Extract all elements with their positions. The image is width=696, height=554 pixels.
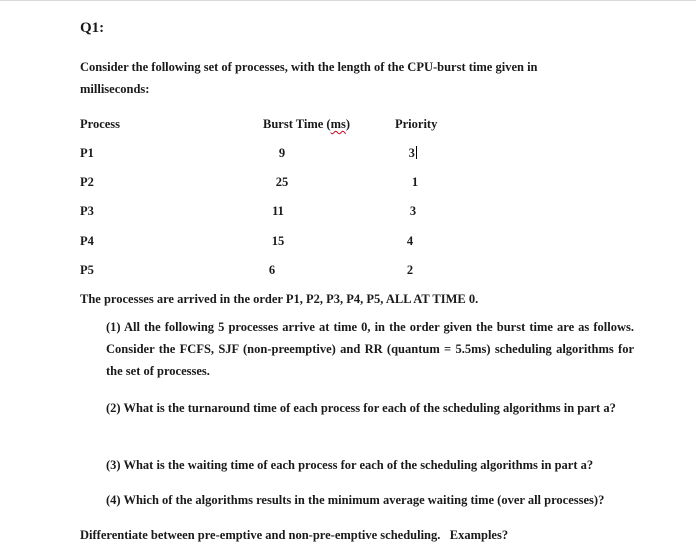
header-burst-suffix: ) [345,117,351,131]
row-1-burst: 9 [278,146,286,160]
part-2-paragraph: (2) What is the turnaround time of each process for each of the scheduling algorithms in part a? [106,401,616,415]
row-4-burst: 15 [271,234,285,248]
header-burst-prefix: Burst Time ( [263,117,331,131]
row-3-priority: 3 [409,204,417,218]
row-1-process: P1 [80,146,94,160]
question-title: Q1: [80,20,105,36]
intro-line-2: milliseconds: [80,82,150,96]
row-4-process: P4 [80,234,94,248]
header-process: Process [80,117,121,131]
part-1-paragraph: (1) All the following 5 processes arrive at time 0, in the order given the burst time are as follows. Consider the FCFS, SJF (non-preemptive) and RR (quantum = 5.5ms) scheduling algorithms for the set of processes. [106,320,634,378]
header-burst-time [263,117,350,132]
part-3-paragraph: (3) What is the waiting time of each process for each of the scheduling algorithms in part a? [106,458,594,472]
text-cursor [416,146,418,159]
closing-question: Differentiate between pre-emptive and non-pre-emptive scheduling. Examples? [80,528,509,542]
arrival-note: The processes are arrived in the order P1, P2, P3, P4, P5, ALL AT TIME 0. [80,292,479,306]
row-5-process: P5 [80,263,94,277]
row-4-priority: 4 [406,234,414,248]
header-priority: Priority [395,117,438,131]
row-2-process: P2 [80,175,94,189]
row-1-priority[interactable] [398,146,428,161]
part-4-paragraph: (4) Which of the algorithms results in the minimum average waiting time (over all processes)? [106,493,605,507]
row-2-burst: 25 [275,175,289,189]
row-2-priority: 1 [411,175,419,189]
intro-line-1: Consider the following set of processes, with the length of the CPU-burst time given in [80,60,538,74]
row-3-burst: 11 [272,204,284,218]
row-5-burst: 6 [268,263,276,277]
header-burst-unit: ms [330,117,346,131]
row-5-priority: 2 [406,263,414,277]
row-3-process: P3 [80,204,94,218]
row-1-priority-value: 3 [408,146,415,160]
page-top-border [0,0,696,1]
